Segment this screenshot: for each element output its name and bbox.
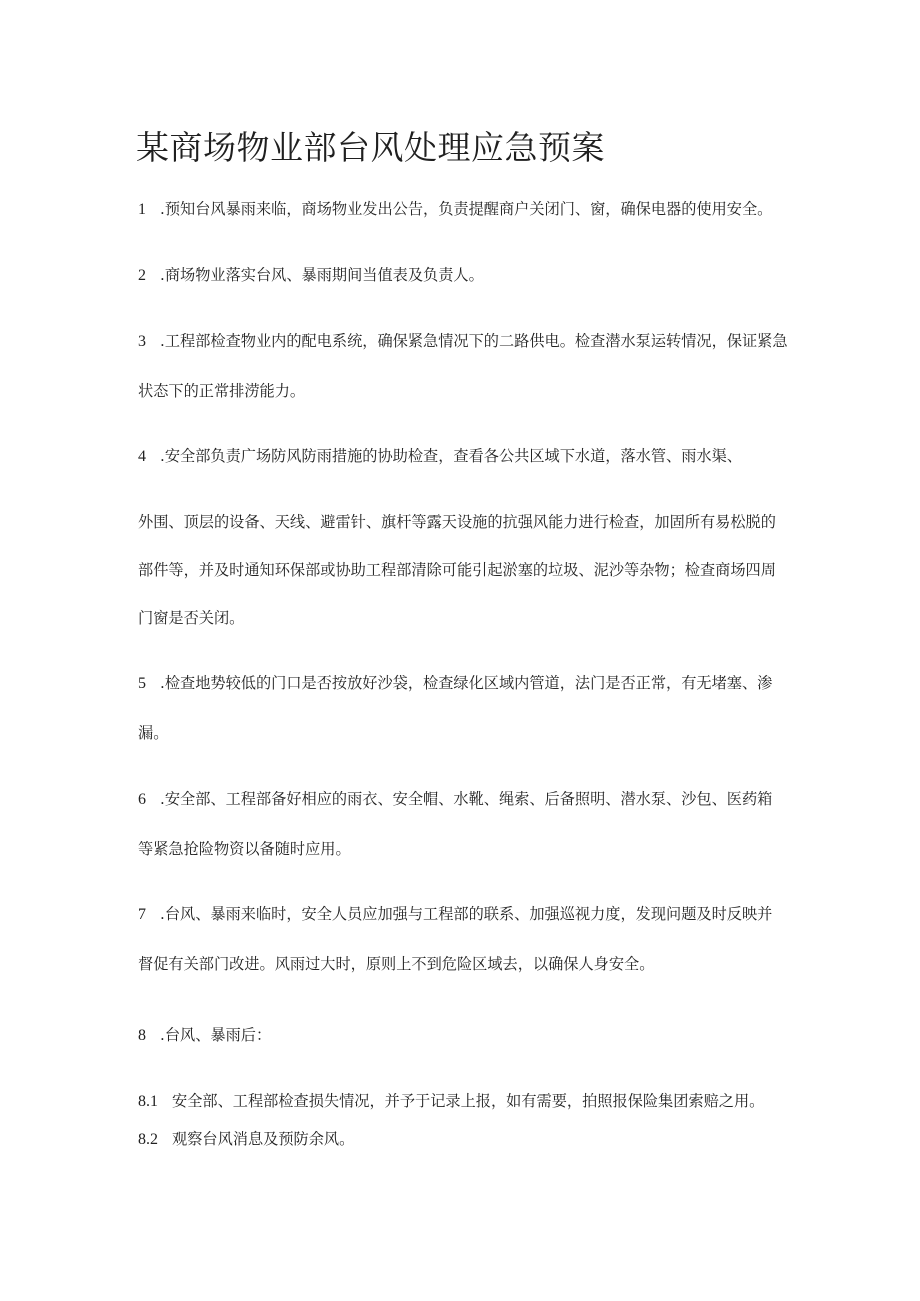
document-title: 某商场物业部台风处理应急预案: [136, 128, 605, 167]
list-item-4-continuation: 部件等，并及时通知环保部或协助工程部清除可能引起淤塞的垃圾、泥沙等杂物；检查商场四周: [138, 561, 776, 579]
item-text: .安全部、工程部备好相应的雨衣、安全帽、水靴、绳索、后备照明、潜水泵、沙包、医药箱: [160, 790, 773, 808]
list-item-3-continuation: 状态下的正常排涝能力。: [138, 382, 306, 400]
sub-item-number: 8.2: [138, 1131, 158, 1148]
list-item-5: [138, 672, 772, 693]
list-item-6-continuation: 等紧急抢险物资以备随时应用。: [138, 840, 351, 858]
list-item-1: [138, 198, 772, 219]
item-text: .安全部负责广场防风防雨措施的协助检查，查看各公共区域下水道，落水管、雨水渠、: [160, 447, 742, 465]
item-text: .台风、暴雨来临时，安全人员应加强与工程部的联系、加强巡视力度，发现问题及时反映并: [160, 905, 773, 923]
item-number: 6: [138, 791, 146, 808]
list-item-6: [138, 788, 772, 809]
list-item-7: [138, 903, 772, 924]
sub-item-8-1: [138, 1090, 764, 1111]
item-text: .台风、暴雨后：: [160, 1026, 272, 1044]
list-item-8: [138, 1024, 271, 1045]
item-number: 4: [138, 448, 146, 465]
item-text: .工程部检查物业内的配电系统，确保紧急情况下的二路供电。检查潜水泵运转情况，保证紧急: [160, 332, 788, 350]
list-item-4: [138, 445, 742, 466]
sub-item-number: 8.1: [138, 1093, 158, 1110]
item-text: .预知台风暴雨来临，商场物业发出公告，负责提醒商户关闭门、窗，确保电器的使用安全。: [160, 200, 773, 218]
item-text: .商场物业落实台风、暴雨期间当值表及负责人。: [160, 266, 484, 284]
item-number: 3: [138, 333, 146, 350]
sub-item-text: 安全部、工程部检查损失情况，并予于记录上报，如有需要，拍照报保险集团索赔之用。: [172, 1092, 765, 1110]
item-number: 5: [138, 675, 146, 692]
item-number: 7: [138, 906, 146, 923]
item-number: 8: [138, 1027, 146, 1044]
list-item-4-continuation: 门窗是否关闭。: [138, 609, 245, 627]
item-number: 2: [138, 267, 146, 284]
list-item-4-continuation: 外围、顶层的设备、天线、避雷针、旗杆等露天设施的抗强风能力进行检查，加固所有易松脱的: [138, 513, 776, 531]
list-item-5-continuation: 漏。: [138, 724, 169, 742]
sub-item-8-2: [138, 1128, 354, 1149]
list-item-3: [138, 330, 788, 351]
list-item-2: [138, 264, 484, 285]
item-number: 1: [138, 201, 146, 218]
sub-item-text: 观察台风消息及预防余风。: [172, 1130, 355, 1148]
item-text: .检查地势较低的门口是否按放好沙袋，检查绿化区域内管道，法门是否正常，有无堵塞、渗: [160, 674, 773, 692]
list-item-7-continuation: 督促有关部门改进。风雨过大时，原则上不到危险区域去，以确保人身安全。: [138, 955, 655, 973]
